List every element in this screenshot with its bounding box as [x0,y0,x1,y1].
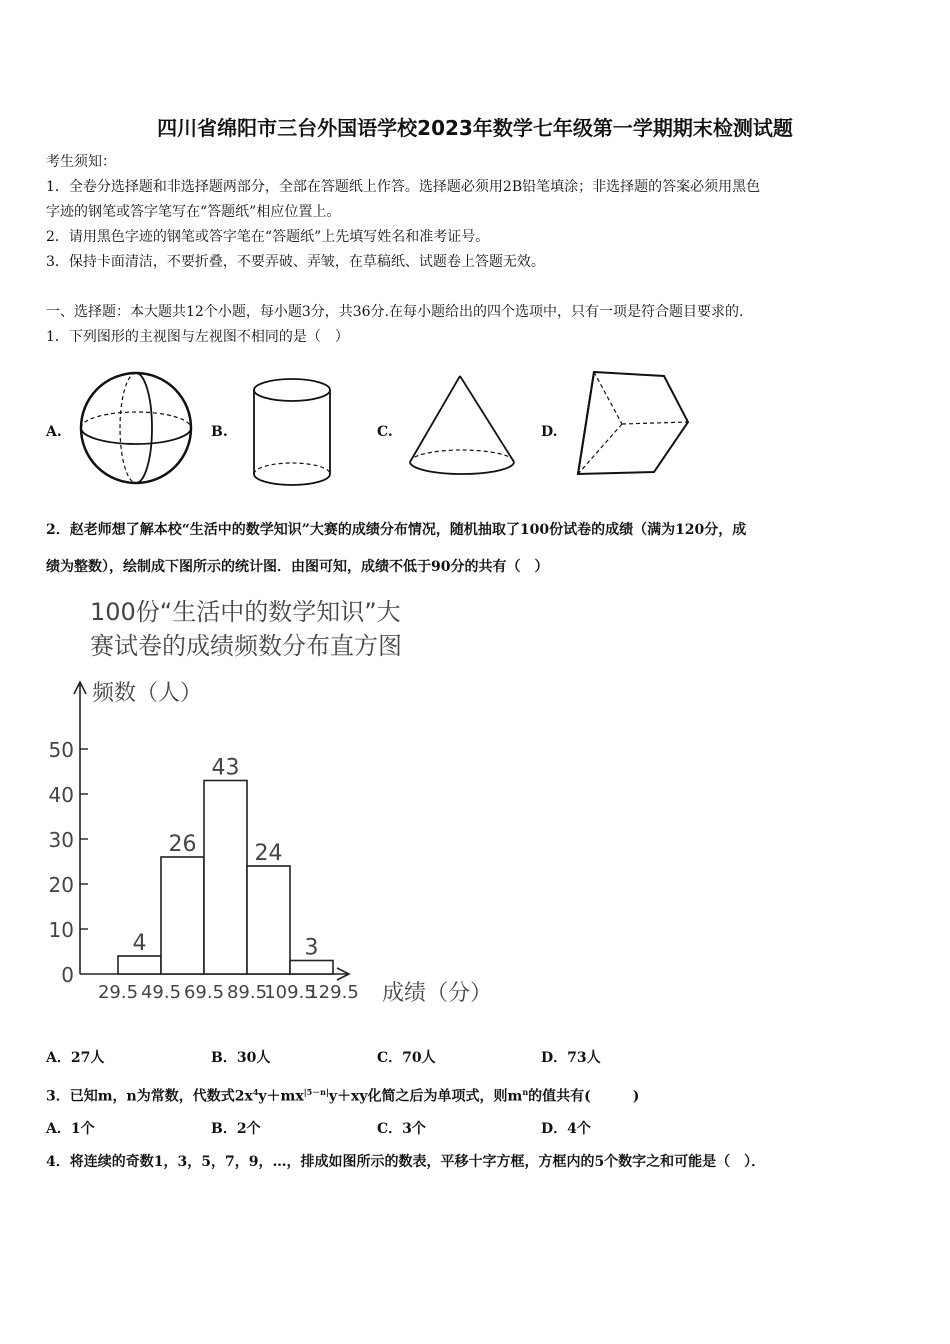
q3-exponent: n [522,1087,529,1097]
notice-item: 3．保持卡面清洁，不要折叠，不要弄破、弄皱，在草稿纸、试题卷上答题无效。 [46,254,545,270]
q3-option-d[interactable]: D．4个 [541,1121,591,1137]
section-heading: 一、选择题：本大题共12个小题，每小题3分，共36分.在每小题给出的四个选项中，只有一项是符合题目要求的. [46,304,744,320]
q1-option-b[interactable]: B. [211,424,228,440]
x-tick-label: 29.5 [97,982,139,1003]
q3-option-a[interactable]: A．1个 [46,1121,95,1137]
q3-exponent: |5－n| [303,1087,329,1097]
chart-y-label: 频数（人） [92,681,203,706]
bar-value-label: 26 [168,832,197,857]
q3-exponent: 4 [252,1087,259,1097]
sphere-icon [74,366,198,490]
bar-value-label: 3 [304,935,319,961]
x-tick-label: 129.5 [307,982,359,1003]
q3-text: y＋xy化简之后为单项式，则m [328,1088,523,1105]
question-2-stem-line2: 绩为整数），绘制成下图所示的统计图．由图可知，成绩不低于90分的共有（ ） [46,559,549,575]
y-tick-label: 40 [48,783,74,807]
notice-heading: 考生须知： [46,154,116,170]
q3-option-c[interactable]: C．3个 [377,1121,426,1137]
q1-option-a[interactable]: A. [46,424,62,440]
histogram-bar [161,857,204,974]
histogram-bar [247,866,290,974]
x-tick-label: 69.5 [183,982,225,1003]
y-tick-label: 30 [48,828,74,852]
q3-text: 3．已知m，n为常数，代数式2x [46,1088,253,1105]
chart-title-line1: 100份“生活中的数学知识”大 [90,598,401,626]
question-3-stem [46,1082,906,1107]
chart-title-line2: 赛试卷的成绩频数分布直方图 [90,632,402,660]
q2-option-c[interactable]: C．70人 [377,1050,436,1066]
prism-icon [572,366,694,482]
histogram-chart [40,592,520,1022]
bar-value-label: 4 [132,931,147,956]
bar-value-label: 24 [254,841,283,866]
y-tick-label: 20 [48,873,74,897]
x-tick-label: 109.5 [264,982,316,1003]
notice-item: 字迹的钢笔或答字笔写在“答题纸”相应位置上。 [46,204,341,220]
q1-option-c[interactable]: C. [377,424,393,440]
histogram-bar [290,961,333,975]
histogram-bar [204,781,247,975]
x-tick-label: 89.5 [226,982,268,1003]
q2-option-d[interactable]: D．73人 [541,1050,601,1066]
y-tick-label: 50 [48,738,74,762]
q3-text: y＋mx [258,1088,304,1105]
notice-item: 1．全卷分选择题和非选择题两部分，全部在答题纸上作答。选择题必须用2B铅笔填涂；非选择题的答案必须用黑色 [46,179,761,195]
y-tick-label: 0 [61,963,74,987]
cone-icon [404,372,522,484]
cylinder-icon [246,374,338,494]
q1-option-d[interactable]: D. [541,424,558,440]
question-4-stem: 4．将连续的奇数1，3，5，7，9，…，排成如图所示的数表，平移十字方框，方框内的5个数字之和可能是（ ）． [46,1154,766,1170]
q3-text: 的值共有( ) [528,1088,640,1105]
bar-value-label: 43 [211,755,240,781]
y-tick-label: 10 [48,918,74,942]
x-tick-label: 49.5 [140,982,182,1003]
page-title: 四川省绵阳市三台外国语学校2023年数学七年级第一学期期末检测试题 [157,116,793,140]
q3-option-b[interactable]: B．2个 [211,1121,261,1137]
question-1-stem: 1．下列图形的主视图与左视图不相同的是（ ） [46,329,349,345]
notice-item: 2．请用黑色字迹的钢笔或答字笔在“答题纸”上先填写姓名和准考证号。 [46,229,490,245]
q2-option-b[interactable]: B．30人 [211,1050,271,1066]
question-2-stem-line1: 2．赵老师想了解本校“生活中的数学知识”大赛的成绩分布情况，随机抽取了100份试卷的成绩（满为120分，成 [46,522,747,538]
histogram-bar [118,956,161,974]
q2-option-a[interactable]: A．27人 [46,1050,105,1066]
chart-x-label: 成绩（分） [382,981,493,1006]
